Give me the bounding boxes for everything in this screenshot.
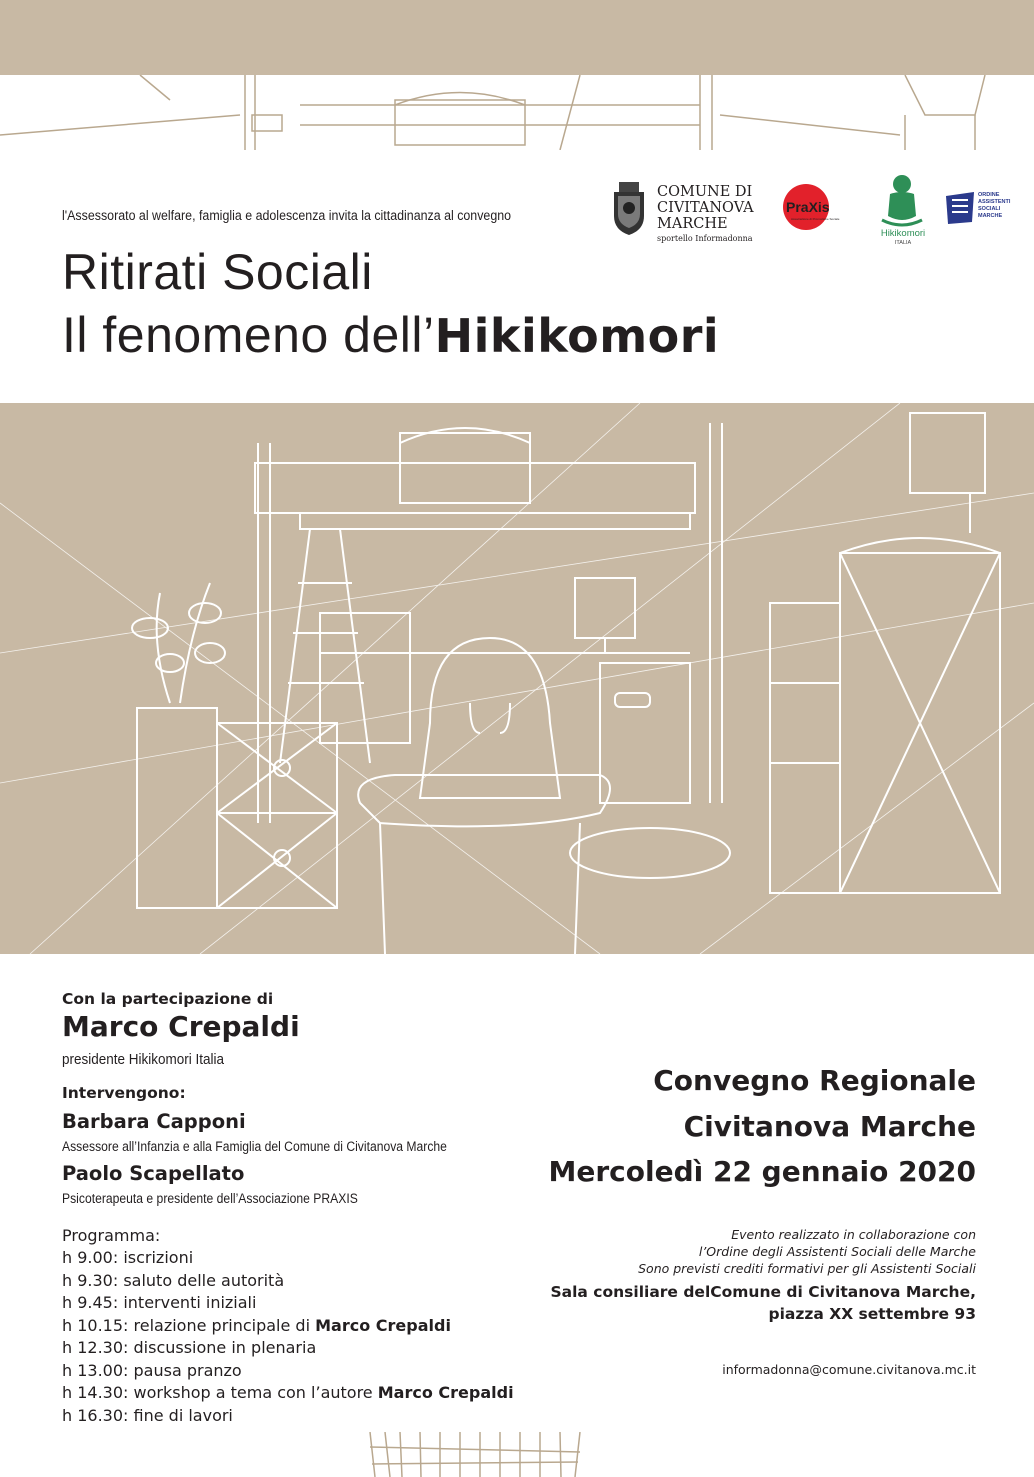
top-sketch-strip	[0, 75, 1034, 150]
event-date: Mercoledì 22 gennaio 2020	[548, 1155, 976, 1188]
program-item: h 9.00: iscrizioni	[62, 1248, 194, 1267]
contact-email[interactable]: informadonna@comune.civitanova.mc.it	[722, 1362, 976, 1377]
speaker-name: Paolo Scapellato	[62, 1162, 245, 1185]
ordine-text: ORDINE ASSISTENTI SOCIALI MARCHE	[978, 192, 1011, 219]
civitanova-crest-icon	[610, 180, 648, 236]
hikikomori-label: Hikikomori	[880, 228, 926, 239]
invite-text: l'Assessorato al welfare, famiglia e adolescenza invita la cittadinanza al convegno	[62, 208, 512, 223]
event-note: Sono previsti crediti formativi per gli Assistenti Sociali	[638, 1261, 976, 1276]
speaker-name: Barbara Capponi	[62, 1110, 246, 1133]
speaker-role: Psicoterapeuta e presidente dell’Associazione PRAXIS	[62, 1191, 358, 1206]
program-label: Programma:	[62, 1226, 161, 1245]
svg-text:PraXis: PraXis	[786, 199, 830, 215]
comune-sub: sportello Informadonna	[657, 234, 753, 243]
bottom-sketch-strip	[0, 1432, 1034, 1477]
title-hikikomori: Hikikomori	[434, 309, 720, 363]
program-item: h 9.45: interventi iniziali	[62, 1293, 257, 1312]
event-title: Convegno Regionale	[653, 1064, 976, 1097]
program-item: h 16.30: fine di lavori	[62, 1405, 233, 1425]
hikikomori-figure-icon	[872, 172, 932, 228]
room-sketch	[0, 403, 1034, 954]
event-note: l’Ordine degli Assistenti Sociali delle Marche	[698, 1244, 976, 1259]
comune-name: COMUNE DI CIVITANOVA MARCHE	[657, 184, 754, 232]
event-address: piazza XX settembre 93	[768, 1305, 976, 1323]
program-item: h 10.15: relazione principale di Marco Crepaldi	[62, 1315, 451, 1335]
ordine-emblem-icon	[944, 190, 976, 226]
logo-hikikomori-italia	[872, 172, 932, 256]
praxis-logo-icon	[782, 182, 862, 232]
speaker-role: Assessore all’Infanzia e alla Famiglia del Comune di Civitanova Marche	[62, 1139, 447, 1154]
program-item: h 9.30: saluto delle autorità	[62, 1270, 285, 1290]
speakers-label: Intervengono:	[62, 1084, 186, 1102]
event-note: Evento realizzato in collaborazione con	[731, 1227, 976, 1242]
logo-comune-civitanova	[610, 178, 760, 244]
hikikomori-sub: ITALIA	[894, 240, 912, 246]
program-item: h 12.30: discussione in plenaria	[62, 1338, 317, 1357]
top-decorative-band	[0, 0, 1034, 75]
title-line-1: Ritirati Sociali	[62, 244, 373, 300]
logo-ordine-assistenti-sociali	[944, 188, 1014, 228]
event-city: Civitanova Marche	[683, 1110, 976, 1143]
program-item: h 14.30: workshop a tema con l’autore Marco Crepaldi	[62, 1383, 514, 1402]
title-prefix: Il fenomeno dell’	[62, 307, 435, 363]
title-line-2	[62, 306, 719, 364]
logo-praxis	[782, 182, 862, 232]
program-item: h 13.00: pausa pranzo	[62, 1360, 242, 1380]
main-speaker-name: Marco Crepaldi	[62, 1010, 300, 1043]
event-venue: Sala consiliare delComune di Civitanova Marche,	[550, 1283, 976, 1301]
main-speaker-role: presidente Hikikomori Italia	[62, 1051, 225, 1068]
participation-label: Con la partecipazione di	[62, 990, 274, 1008]
svg-text:Associazione di Promozione Soc: Associazione di Promozione Sociale	[791, 217, 840, 221]
program-list	[62, 1247, 514, 1427]
room-illustration	[0, 403, 1034, 954]
